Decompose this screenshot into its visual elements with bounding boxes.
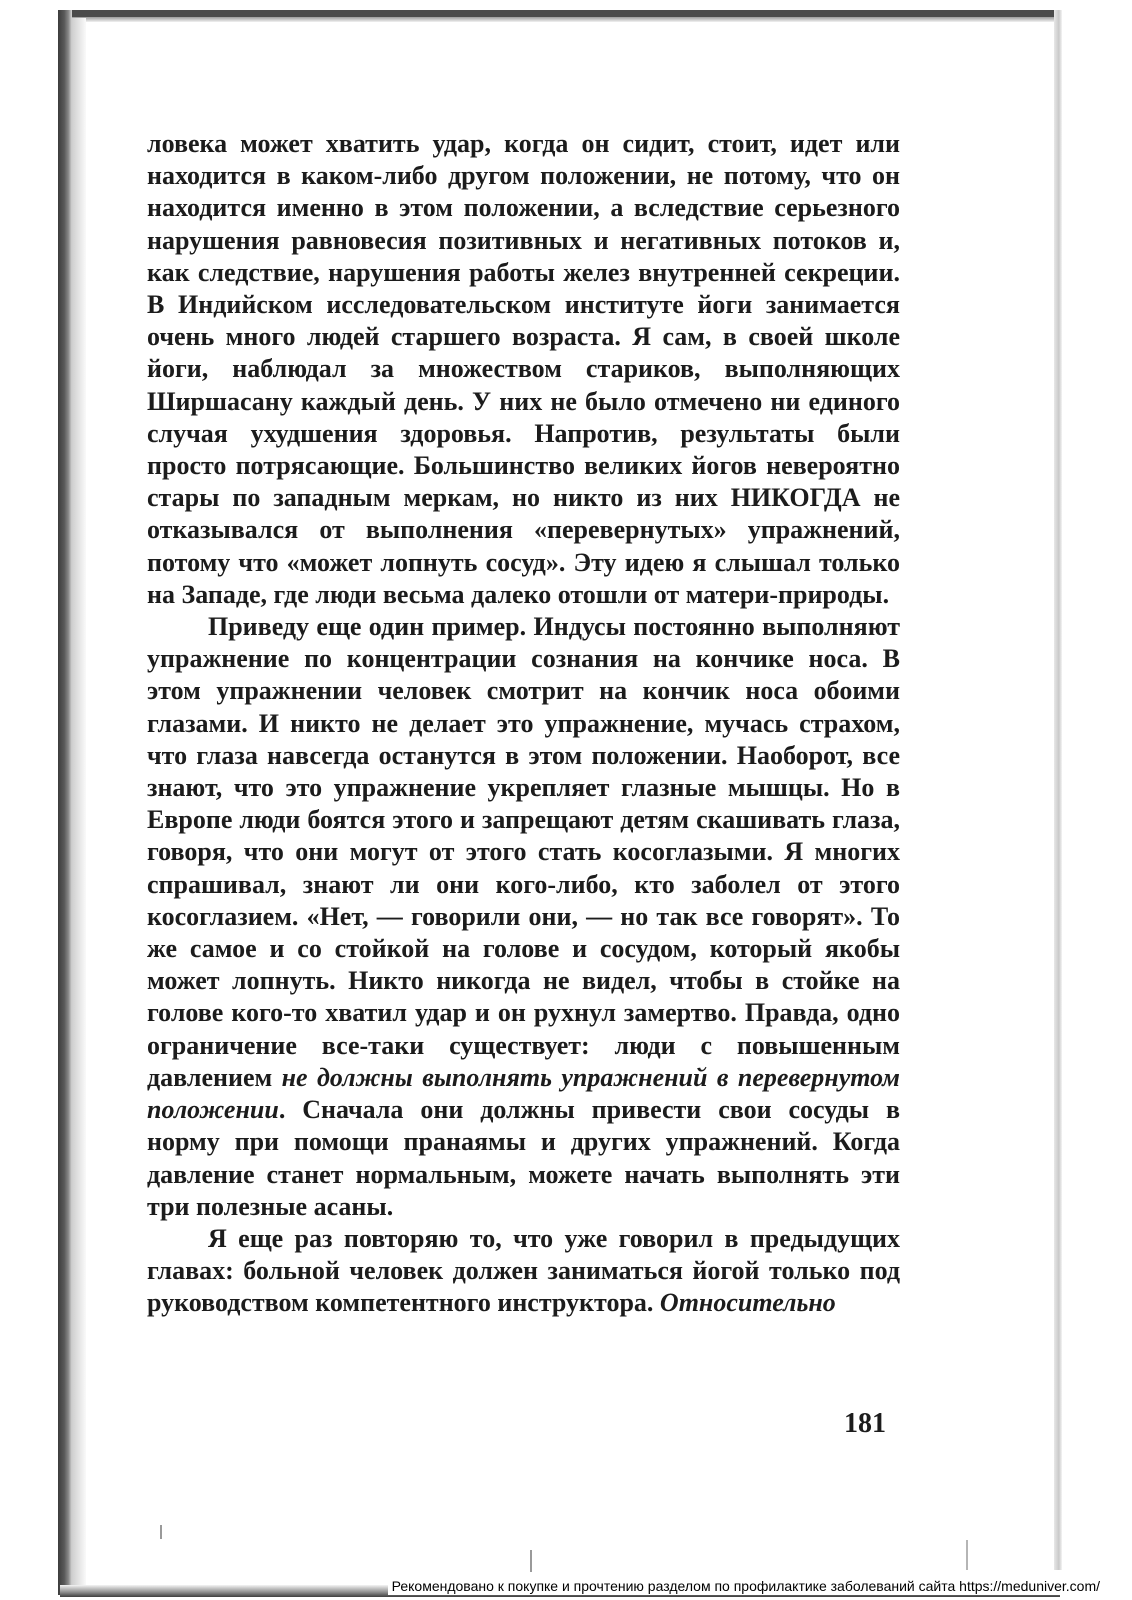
footer-banner: Рекомендовано к покупке и прочтению разделом по профилактике заболеваний сайта https://meduniver.com/ — [388, 1577, 1104, 1595]
paragraph-2 — [147, 611, 900, 1223]
italic-emphasis: Относительно — [659, 1288, 836, 1318]
scan-speck — [530, 1550, 532, 1572]
text-segment: Приведу еще один пример. Индусы постоянно выполняют упражнение по концентрации сознания на кончике носа. В этом упражнении человек смотрит на кончик носа обоими глазами. И никто не делает это упражнение, мучась страхом, что глаза навсегда останутся в этом положении. Наоборот, все знают, что это упражнение укрепляет глазные мышцы. Но в Европе люди боятся этого и запрещают детям скашивать глаза, говоря, что они могут от этого стать косоглазыми. Я многих спрашивал, знают ли они кого-либо, кто заболел от этого косоглазием. «Нет, — говорили они, — но так все говорят». То же самое и со стойкой на голове и сосудом, который якобы может лопнуть. Никто никогда не видел, чтобы в стойке на голове кого-то хватил удар и он рухнул замертво. Правда, одно ограничение все-таки существует: люди с повышенным давлением — [147, 612, 900, 1092]
text-segment: Я еще раз повторяю то, что уже говорил в предыдущих главах: больной человек должен заниматься йогой только под руководством компетентного инструктора. — [147, 1223, 900, 1318]
book-binding-shadow — [58, 10, 72, 1595]
scan-speck — [966, 1540, 968, 1570]
body-text — [147, 128, 900, 1320]
text-segment: ловека может хватить удар, когда он сидит, стоит, идет или находится в каком-либо другом положении, не потому, что он находится именно в этом положении, а вследствие серьезного нарушения равновесия позитивных и негативных потоков и, как следствие, нарушения работы желез внутренней секреции. В Индийском исследовательском институте йоги занимается очень много людей старшего возраста. Я сам, в своей школе йоги, наблюдал за множеством стариков, выполняющих Ширшасану каждый день. У них не было отмечено ни единого случая ухудшения здоровья. Напротив, результаты были просто потрясающие. Большинство великих йогов невероятно стары по западным меркам, но никто из них НИКОГДА не отказывался от выполнения «перевернутых» упражнений, потому что «может лопнуть сосуд». Эту идею я слышал только на Западе, где люди весьма далеко отошли от матери-природы. — [147, 129, 900, 609]
italic-emphasis: не должны выполнять упражнений в перевернутом положении — [147, 1062, 900, 1125]
scan-speck — [160, 1525, 162, 1539]
binding-gradient — [72, 18, 86, 1593]
top-page-edge — [60, 10, 1060, 17]
paragraph-3 — [147, 1223, 900, 1320]
paragraph-1 — [147, 128, 900, 611]
page-number: 181 — [844, 1408, 886, 1439]
right-page-edge — [1054, 10, 1062, 1570]
text-segment: . Сначала они должны привести свои сосуды в норму при помощи пранаямы и других упражнений. Когда давление станет нормальным, можете начать выполнять эти три полезные асаны. — [147, 1095, 900, 1221]
top-edge-shadow — [60, 17, 1060, 22]
